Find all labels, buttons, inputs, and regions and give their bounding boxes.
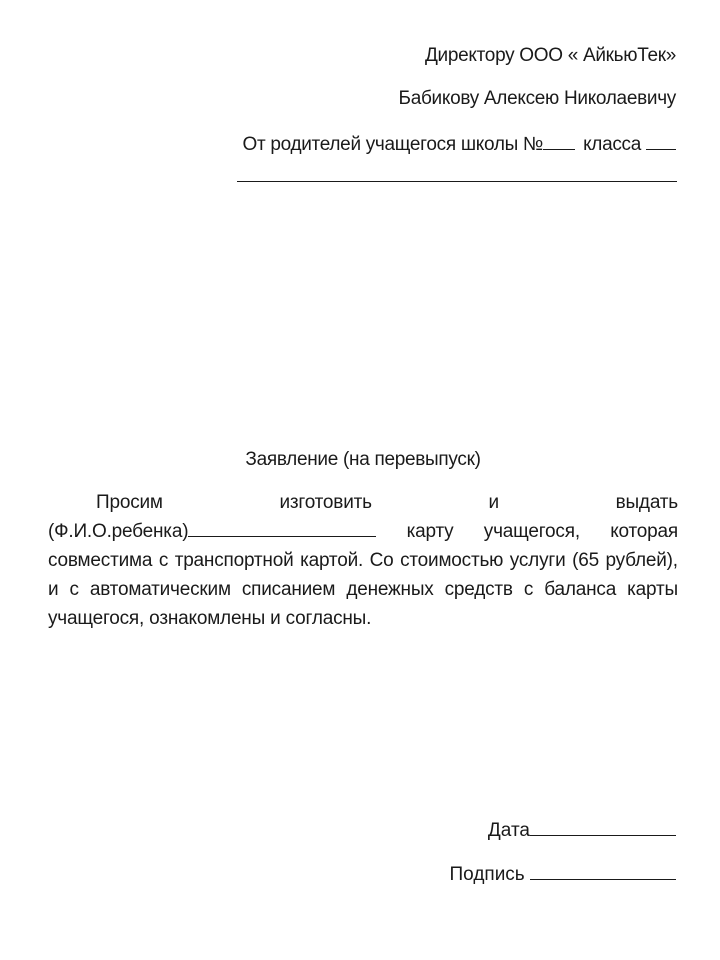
addressee-line	[425, 44, 676, 68]
school-number-field[interactable]	[543, 131, 575, 150]
director-name-text: Бабикову Алексею Николаевичу	[398, 88, 676, 109]
body-word: услуги	[509, 550, 566, 571]
body-word: с	[69, 579, 79, 600]
class-label: класса	[583, 134, 642, 155]
body-word: баланса	[544, 579, 617, 600]
signature-label: Подпись	[449, 864, 525, 885]
child-name-label: (Ф.И.О.ребенка)	[48, 521, 189, 542]
body-word: стоимостью	[400, 550, 504, 571]
application-body	[48, 488, 678, 633]
body-word: списанием	[241, 579, 336, 600]
body-line-5-text: учащегося, ознакомлены и согласны.	[48, 608, 372, 629]
body-line-3	[48, 546, 678, 575]
body-word: выдать	[615, 492, 678, 513]
body-word: совместима	[48, 550, 153, 571]
body-word: Со	[369, 550, 394, 571]
body-word: рублей),	[605, 550, 678, 571]
body-word: Просим	[96, 492, 163, 513]
signature-field[interactable]	[530, 861, 676, 880]
child-name-field[interactable]	[188, 518, 376, 537]
body-word: денежных	[346, 579, 434, 600]
addressee-text: Директору ООО « АйкьюТек»	[424, 45, 676, 66]
body-word: с	[158, 550, 169, 571]
body-word: автоматическим	[89, 579, 231, 600]
child-name-group	[48, 517, 376, 546]
body-line-4	[48, 575, 678, 604]
body-line-1	[48, 488, 678, 517]
body-word: которая	[610, 521, 678, 542]
body-word: транспортной	[174, 550, 294, 571]
document-title: Заявление (на перевыпуск)	[245, 449, 481, 470]
body-word: карту	[406, 521, 454, 542]
from-parents-line	[242, 131, 676, 157]
body-line-5	[48, 604, 678, 633]
body-word: (65	[572, 550, 599, 571]
date-line	[488, 817, 676, 843]
signature-line	[450, 861, 676, 887]
body-word: средств	[444, 579, 513, 600]
body-word: картой.	[300, 550, 364, 571]
body-word: изготовить	[279, 492, 372, 513]
body-line-2	[48, 517, 678, 546]
body-word: и	[488, 492, 499, 513]
director-name-line	[399, 87, 676, 111]
date-label: Дата	[487, 820, 530, 841]
body-word: с	[523, 579, 534, 600]
from-parents-text: От родителей учащегося школы №	[242, 134, 544, 155]
body-word: карты	[627, 579, 678, 600]
body-word: учащегося,	[483, 521, 580, 542]
parents-name-field[interactable]	[237, 181, 677, 182]
body-word: и	[48, 579, 59, 600]
date-field[interactable]	[530, 817, 676, 836]
class-field[interactable]	[646, 131, 676, 150]
